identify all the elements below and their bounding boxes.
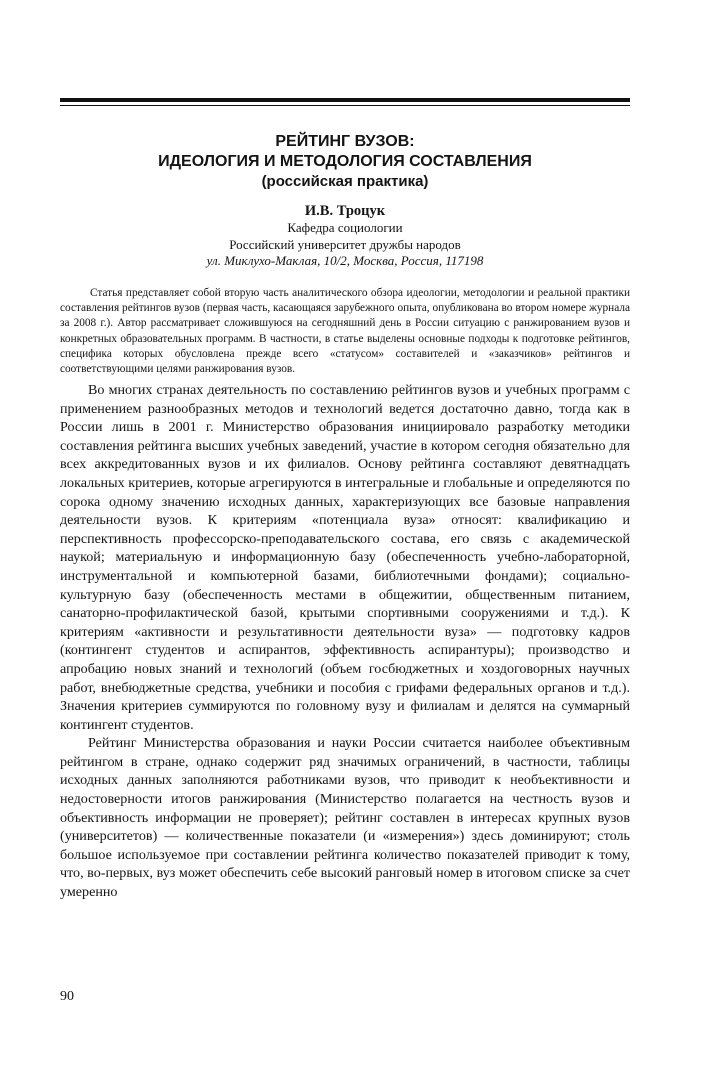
- journal-page: [60, 0, 630, 1074]
- article-title: [60, 132, 630, 192]
- author-university: Российский университет дружбы народов: [229, 236, 461, 252]
- page-number: 90: [60, 989, 74, 1004]
- author-name: И.В. Троцук: [304, 203, 386, 219]
- author-info: [60, 202, 630, 270]
- body-text: [60, 381, 630, 902]
- title-line-1: РЕЙТИНГ ВУЗОВ:: [275, 133, 415, 150]
- paragraph-2: Рейтинг Министерства образования и науки России считается наиболее объективным рейтингом в стране, однако содержит ряд значимых ограничений, в частности, таблицы исходных данных заполняются работниками вузов, что приводит к необъективности и недостоверности итогов ранжирования (Министерство полагается на честность вузов и объективность информации не проверяет); рейтинг составлен в интересах крупных вузов (университетов) — количественные показатели (и «измерения») здесь доминируют; столь большое используемое при составлении рейтинга количество показателей приводит к тому, что, во-первых, вуз может обеспечить себе высокий ранговый номер в итоговом списке за счет умеренно: [60, 735, 630, 901]
- title-line-2: ИДЕОЛОГИЯ И МЕТОДОЛОГИЯ СОСТАВЛЕНИЯ: [158, 153, 532, 170]
- header-rule-thick: [60, 98, 630, 102]
- abstract: Статья представляет собой вторую часть аналитического обзора идеологии, методологии и реальной практики составления рейтингов вузов (первая часть, касающаяся зарубежного опыта, опубликована во втором номере журнала за 2008 г.). Автор рассматривает сложившуюся на сегодняшний день в России ситуацию с ранжированием вузов и конкретных образовательных программ. В частности, в статье выделены основные подходы к подготовке рейтингов, специфика которых обусловлена прежде всего «статусом» составителей и «заказчиков» рейтингов и соответствующими целями ранжирования вузов.: [60, 287, 630, 376]
- author-address: ул. Миклухо-Маклая, 10/2, Москва, Россия, 117198: [206, 253, 484, 268]
- author-department: Кафедра социологии: [287, 220, 403, 235]
- paragraph-1: Во многих странах деятельность по составлению рейтингов вузов и учебных программ с применением разнообразных методов и технологий ведется достаточно давно, тогда как в России лишь в 2001 г. Министерство образования инициировало разработку методики составления рейтинга высших учебных заведений, участие в котором сегодня обязательно для всех аккредитованных вузов и их филиалов. Основу рейтинга составляют девятнадцать локальных критериев, которые агрегируются в интегральные и глобальные и определяются по сорока одному значению исходных данных, характеризующих все базовые направления деятельности вузов. К критериям «потенциала вуза» относят: квалификацию и перспективность профессорско-преподавательского состава, его связь с академической наукой; материальную и информационную базу (обеспеченность учебно-лабораторной, инструментальной и компьютерной базами, библиотечными фондами); социально-культурную базу (обеспеченность местами в общежитии, общественным питанием, санаторно-профилактической базой, крытыми спортивными сооружениями и т.д.). К критериям «активности и результативности деятельности вуза» — подготовку кадров (контингент студентов и аспирантов, эффективность аспирантуры); производство и апробацию новых знаний и технологий (объем госбюджетных и хоздоговорных научных работ, внебюджетные средства, учебники и пособия с грифами федеральных органов и т.д.). Значения критериев суммируются по головному вузу и филиалам и делятся на суммарный контингент студентов.: [60, 382, 630, 733]
- header-rule-thin: [60, 105, 630, 106]
- title-line-3: (российская практика): [261, 173, 429, 190]
